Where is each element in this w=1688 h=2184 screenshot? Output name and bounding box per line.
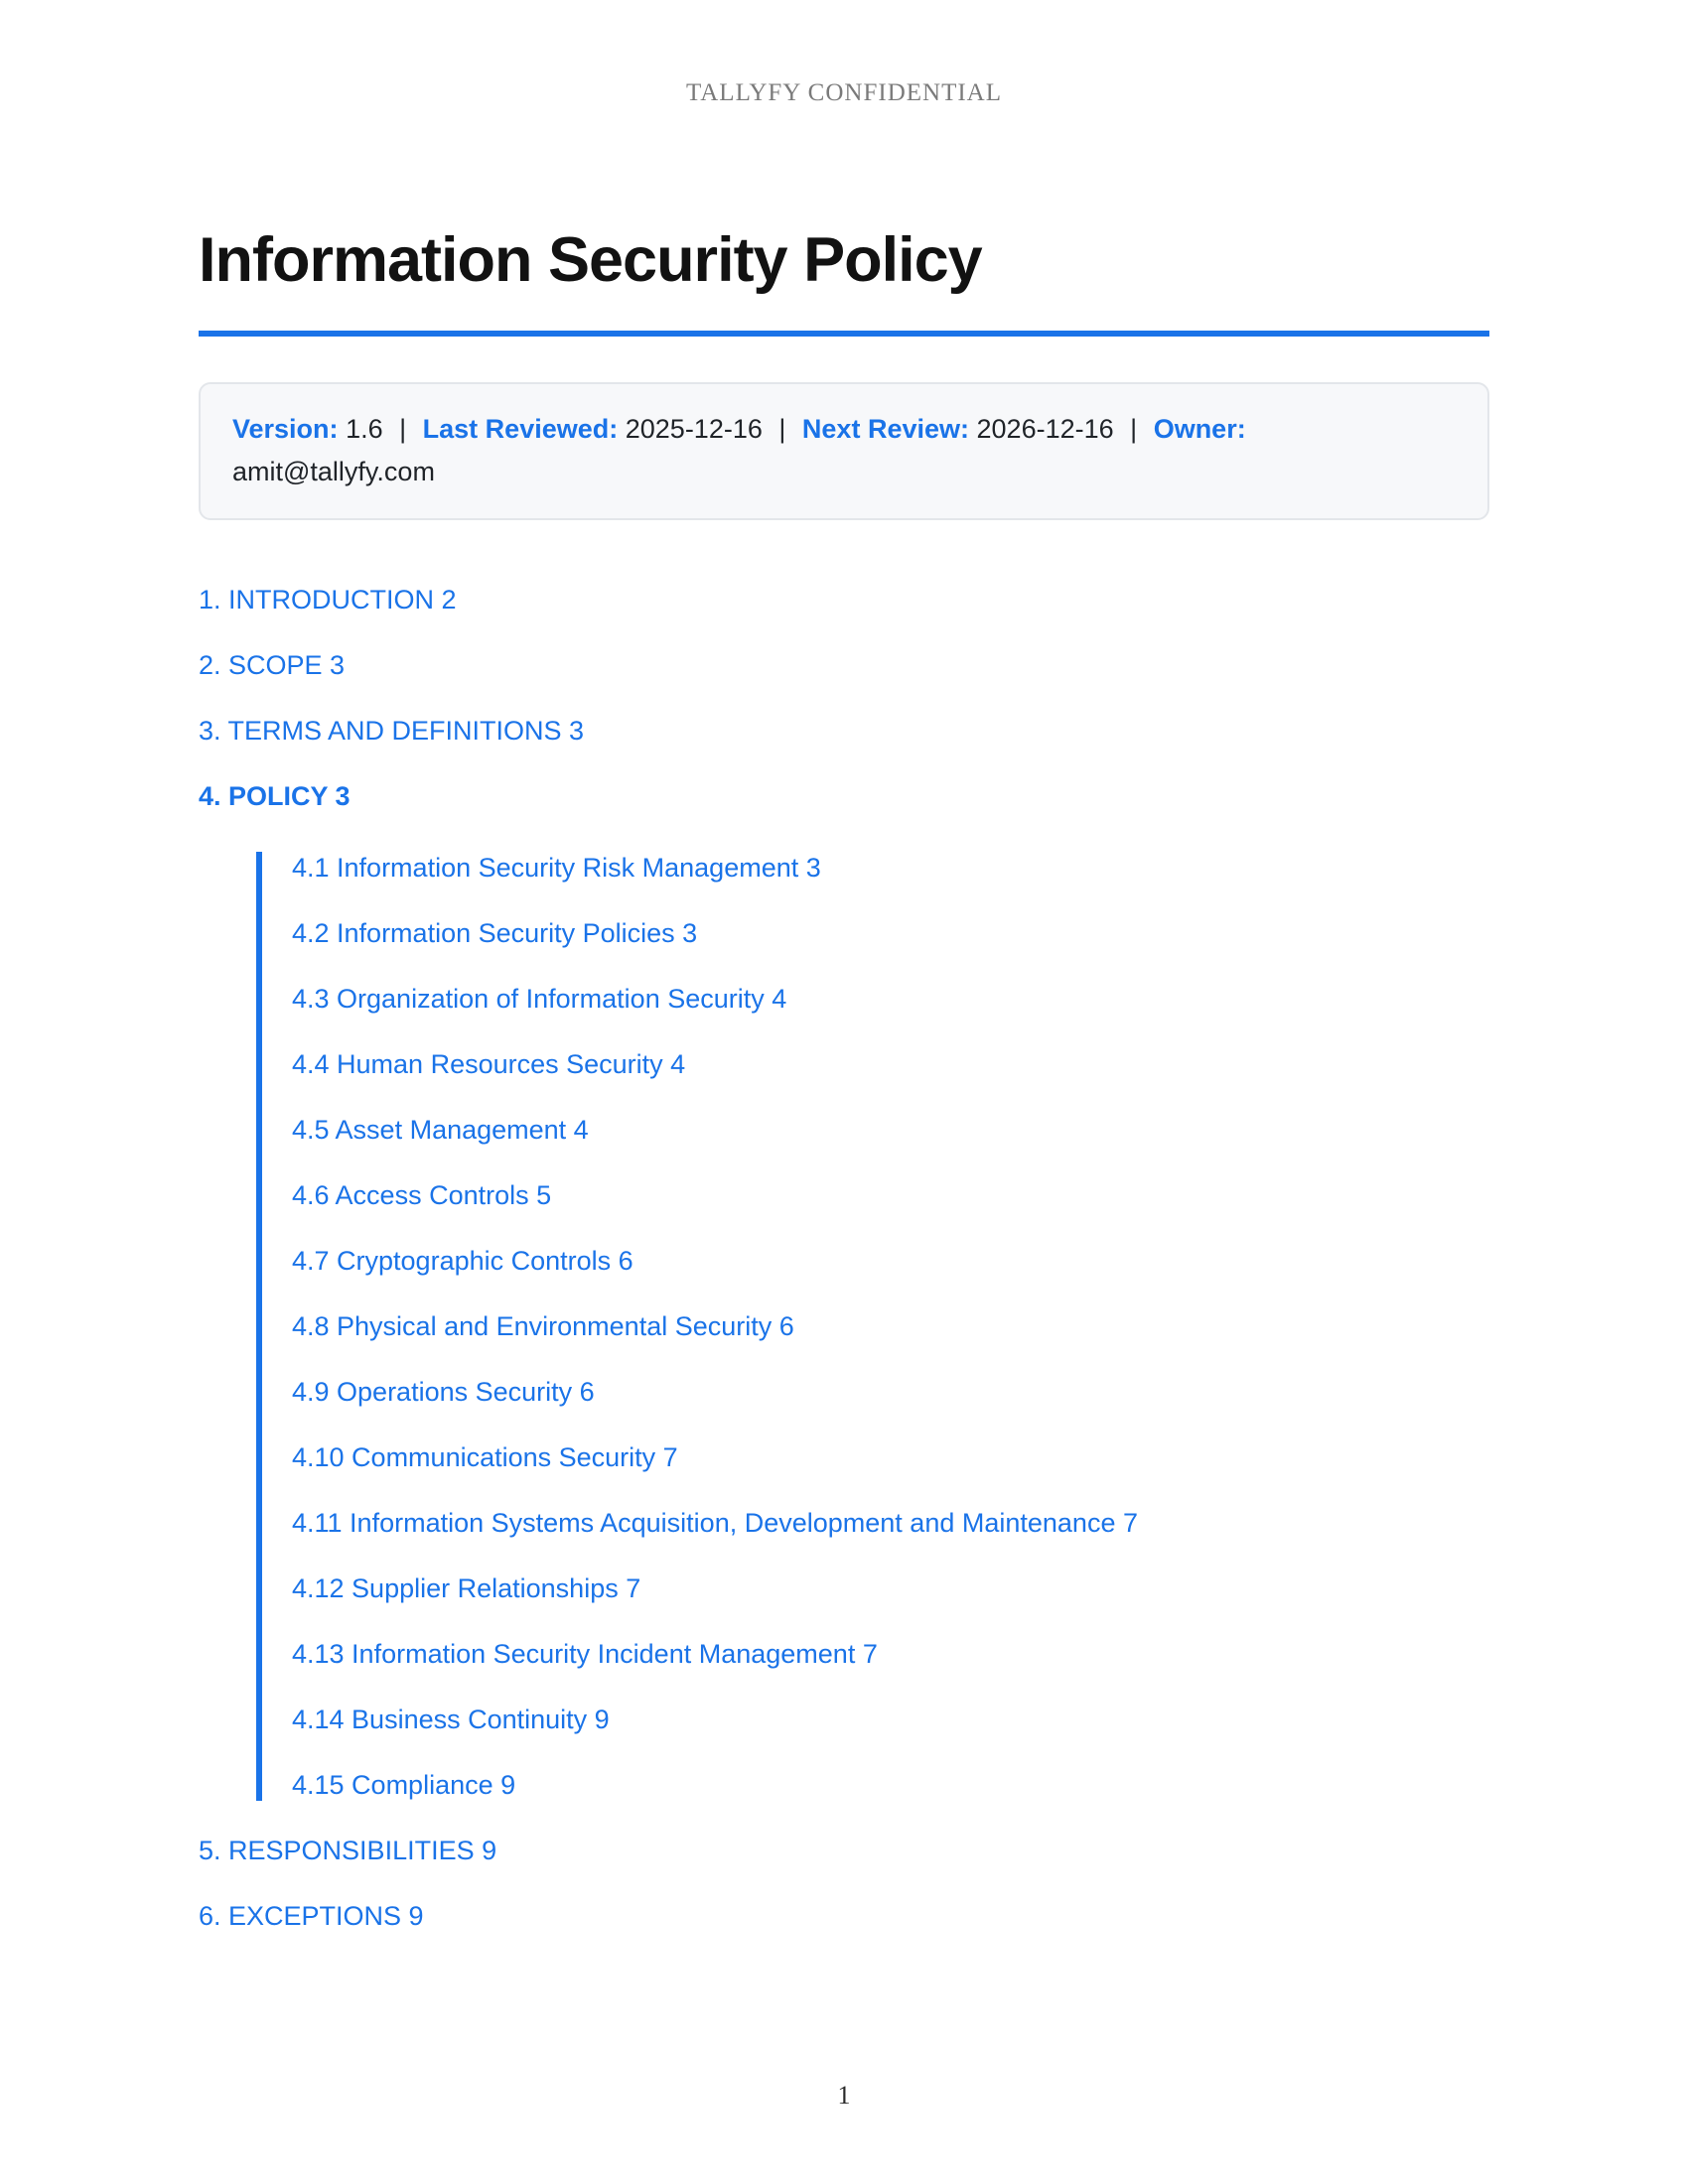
- version-info-line1: [232, 408, 1456, 451]
- toc-item-4-4-human-resources[interactable]: 4.4 Human Resources Security 4: [292, 1048, 686, 1079]
- toc-item-terms-and-definitions[interactable]: 3. TERMS AND DEFINITIONS 3: [199, 715, 585, 746]
- separator: |: [399, 414, 407, 445]
- owner-label: Owner:: [1153, 414, 1246, 445]
- last-reviewed-label: Last Reviewed:: [422, 414, 619, 445]
- toc-item-4-12-supplier-relationships[interactable]: 4.12 Supplier Relationships 7: [292, 1572, 641, 1603]
- toc-item-4-11-systems-acquisition[interactable]: 4.11 Information Systems Acquisition, Development and Maintenance 7: [292, 1507, 1138, 1538]
- toc-item-4-1-risk-management[interactable]: 4.1 Information Security Risk Management 3: [292, 852, 821, 883]
- toc-item-4-2-security-policies[interactable]: 4.2 Information Security Policies 3: [292, 917, 698, 948]
- last-reviewed-value: 2025-12-16: [625, 414, 763, 445]
- toc-item-4-10-communications-security[interactable]: 4.10 Communications Security 7: [292, 1441, 678, 1472]
- toc-item-4-13-incident-management[interactable]: 4.13 Information Security Incident Management 7: [292, 1638, 878, 1669]
- toc-item-4-5-asset-management[interactable]: 4.5 Asset Management 4: [292, 1114, 589, 1145]
- next-review-value: 2026-12-16: [976, 414, 1114, 445]
- toc-item-4-14-business-continuity[interactable]: 4.14 Business Continuity 9: [292, 1704, 610, 1734]
- page-number: 1: [837, 2081, 851, 2110]
- version-info-line2: [232, 451, 1456, 493]
- owner-value: amit@tallyfy.com: [232, 457, 435, 487]
- toc-item-4-7-cryptographic-controls[interactable]: 4.7 Cryptographic Controls 6: [292, 1245, 633, 1276]
- toc-item-introduction[interactable]: 1. INTRODUCTION 2: [199, 584, 457, 614]
- toc-item-policy[interactable]: 4. POLICY 3: [199, 780, 351, 811]
- toc-item-scope[interactable]: 2. SCOPE 3: [199, 649, 346, 680]
- toc-item-4-8-physical-environmental[interactable]: 4.8 Physical and Environmental Security 6: [292, 1310, 794, 1341]
- toc-item-responsibilities[interactable]: 5. RESPONSIBILITIES 9: [199, 1835, 497, 1865]
- version-value: 1.6: [346, 414, 383, 445]
- separator: |: [1130, 414, 1138, 445]
- version-info-box: [199, 382, 1489, 519]
- toc-policy-subsections: [256, 852, 1489, 1801]
- next-review-label: Next Review:: [801, 414, 969, 445]
- toc-item-4-15-compliance[interactable]: 4.15 Compliance 9: [292, 1769, 516, 1800]
- separator: |: [778, 414, 786, 445]
- toc-item-4-6-access-controls[interactable]: 4.6 Access Controls 5: [292, 1179, 552, 1210]
- toc-item-4-3-organization[interactable]: 4.3 Organization of Information Security 4: [292, 983, 787, 1014]
- toc-item-4-9-operations-security[interactable]: 4.9 Operations Security 6: [292, 1376, 595, 1407]
- confidential-header: TALLYFY CONFIDENTIAL: [685, 79, 1002, 106]
- page-title: Information Security Policy: [199, 226, 1489, 337]
- table-of-contents: [199, 584, 1489, 1932]
- toc-item-exceptions[interactable]: 6. EXCEPTIONS 9: [199, 1900, 424, 1931]
- version-label: Version:: [232, 414, 339, 445]
